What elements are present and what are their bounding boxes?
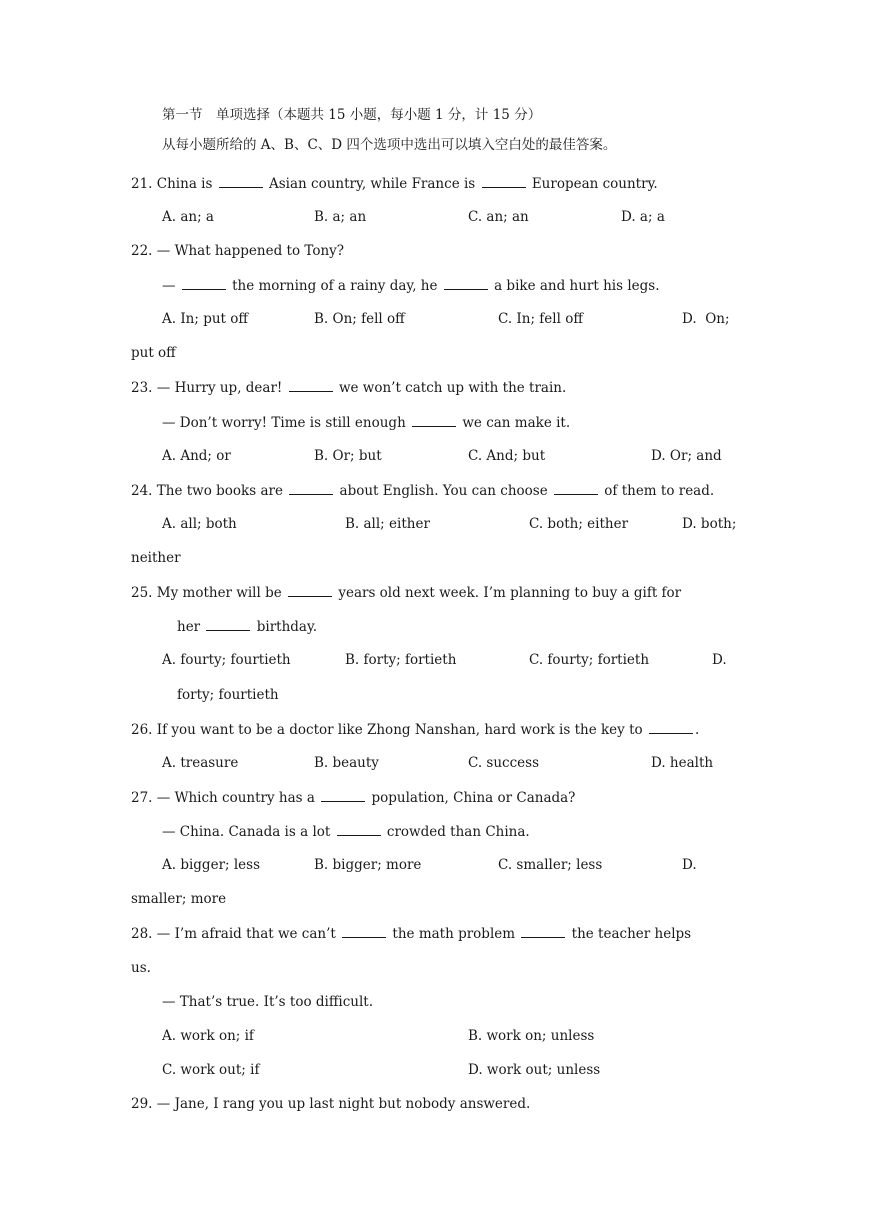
question-number: 26. xyxy=(131,722,153,738)
question-25-stem-continued: her birthday. xyxy=(177,619,318,635)
option-a: A. work on; if xyxy=(162,1028,254,1044)
option-c: C. an; an xyxy=(468,209,529,225)
answer-blank xyxy=(521,924,565,938)
question-number: 25. xyxy=(131,585,153,601)
question-number: 21. xyxy=(131,176,153,192)
option-d: D. xyxy=(712,652,727,668)
question-28-stem: 28. — I’m afraid that we can’t the math problem the teacher helps xyxy=(131,926,692,942)
answer-blank xyxy=(444,276,488,290)
option-d-continued: smaller; more xyxy=(131,891,227,907)
option-d: D. xyxy=(682,857,697,873)
answer-blank xyxy=(206,617,250,631)
answer-blank xyxy=(412,413,456,427)
option-c: C. both; either xyxy=(529,516,629,532)
option-c: C. success xyxy=(468,755,540,771)
question-25-stem: 25. My mother will be years old next week. I’m planning to buy a gift for xyxy=(131,585,682,601)
answer-blank xyxy=(289,481,333,495)
option-b: B. a; an xyxy=(314,209,367,225)
question-number: 29. xyxy=(131,1096,153,1112)
option-b: B. beauty xyxy=(314,755,379,771)
option-d: D. Or; and xyxy=(651,448,722,464)
section-instruction: 从每小题所给的 A、B、C、D 四个选项中选出可以填入空白处的最佳答案。 xyxy=(162,137,617,153)
answer-blank xyxy=(337,822,381,836)
question-22-reply: — the morning of a rainy day, he a bike and hurt his legs. xyxy=(162,278,660,294)
answer-blank xyxy=(649,720,693,734)
question-28-stem-continued: us. xyxy=(131,960,151,976)
question-number: 22. xyxy=(131,243,153,259)
option-a: A. fourty; fourtieth xyxy=(162,652,291,668)
answer-blank xyxy=(482,174,526,188)
question-28-reply: — That’s true. It’s too difficult. xyxy=(162,994,374,1010)
question-21-stem: 21. China is Asian country, while France is European country. xyxy=(131,176,658,192)
option-b: B. all; either xyxy=(345,516,430,532)
option-d-continued: put off xyxy=(131,345,176,361)
option-d: D. health xyxy=(651,755,714,771)
option-b: B. forty; fortieth xyxy=(345,652,457,668)
option-c: C. work out; if xyxy=(162,1062,260,1078)
option-b: B. work on; unless xyxy=(468,1028,595,1044)
option-a: A. bigger; less xyxy=(162,857,261,873)
option-a: A. treasure xyxy=(162,755,239,771)
option-d: D. both; xyxy=(682,516,737,532)
option-d: D. a; a xyxy=(621,209,665,225)
question-27-reply: — China. Canada is a lot crowded than China. xyxy=(162,824,530,840)
option-b: B. Or; but xyxy=(314,448,382,464)
answer-blank xyxy=(289,378,333,392)
question-29-stem: 29. — Jane, I rang you up last night but nobody answered. xyxy=(131,1096,531,1112)
option-c: C. smaller; less xyxy=(498,857,603,873)
question-number: 23. xyxy=(131,380,153,396)
answer-blank xyxy=(321,788,365,802)
option-c: C. In; fell off xyxy=(498,311,583,327)
answer-blank xyxy=(182,276,226,290)
section-title: 第一节 单项选择（本题共 15 小题，每小题 1 分，计 15 分） xyxy=(162,107,542,123)
question-number: 27. xyxy=(131,790,153,806)
question-23-reply: — Don’t worry! Time is still enough we can make it. xyxy=(162,415,571,431)
option-a: A. all; both xyxy=(162,516,237,532)
option-d: D. On; xyxy=(682,311,730,327)
option-d-continued: neither xyxy=(131,550,181,566)
option-a: A. In; put off xyxy=(162,311,248,327)
option-d: D. work out; unless xyxy=(468,1062,601,1078)
question-26-stem: 26. If you want to be a doctor like Zhong Nanshan, hard work is the key to . xyxy=(131,722,700,738)
answer-blank xyxy=(219,174,263,188)
question-24-stem: 24. The two books are about English. You can choose of them to read. xyxy=(131,483,715,499)
question-number: 28. xyxy=(131,926,153,942)
option-c: C. And; but xyxy=(468,448,546,464)
question-number: 24. xyxy=(131,483,153,499)
option-a: A. And; or xyxy=(162,448,231,464)
question-23-stem: 23. — Hurry up, dear! we won’t catch up with the train. xyxy=(131,380,567,396)
answer-blank xyxy=(288,583,332,597)
answer-blank xyxy=(554,481,598,495)
question-27-stem: 27. — Which country has a population, China or Canada? xyxy=(131,790,576,806)
option-d-continued: forty; fourtieth xyxy=(177,687,279,703)
answer-blank xyxy=(342,924,386,938)
option-b: B. bigger; more xyxy=(314,857,422,873)
option-b: B. On; fell off xyxy=(314,311,405,327)
question-22-stem: 22. — What happened to Tony? xyxy=(131,243,345,259)
option-a: A. an; a xyxy=(162,209,214,225)
option-c: C. fourty; fortieth xyxy=(529,652,650,668)
